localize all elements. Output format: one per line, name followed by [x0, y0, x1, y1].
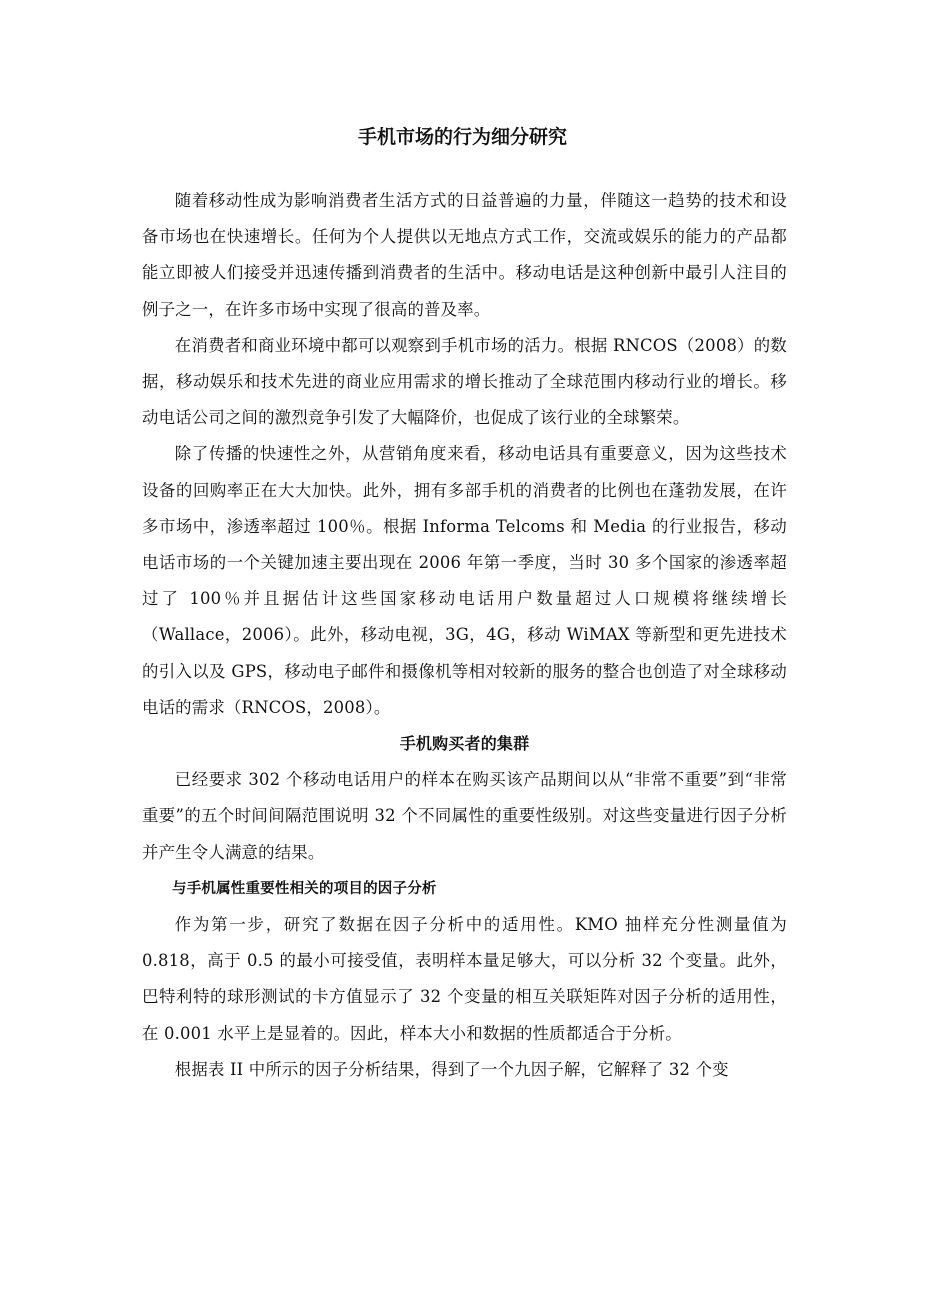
paragraph-intro-2: 在消费者和商业环境中都可以观察到手机市场的活力。根据 RNCOS（2008）的数据，移动娱乐和技术先进的商业应用需求的增长推动了全球范围内移动行业的增长。移动电话公司之间的激烈竞争引发了大幅降价，也促成了该行业的全球繁荣。	[142, 335, 787, 428]
paragraph-sub-1: 作为第一步，研究了数据在因子分析中的适用性。KMO 抽样充分性测量值为 0.818，高于 0.5 的最小可接受值，表明样本量足够大，可以分析 32 个变量。此外，巴特利特的球形测试的卡方值显示了 32 个变量的相互关联矩阵对因子分析的适用性，在 0.001 水平上是显着的。因此，样本大小和数据的性质都适合于分析。	[142, 915, 787, 1043]
document-body	[142, 183, 787, 1088]
paragraph-intro-3: 除了传播的快速性之外，从营销角度来看，移动电话具有重要意义，因为这些技术设备的回购率正在大大加快。此外，拥有多部手机的消费者的比例也在蓬勃发展，在许多市场中，渗透率超过 100％。根据 Informa Telcoms 和 Media 的行业报告，移动电话市场的一个关键加速主要出现在 2006 年第一季度，当时 30 多个国家的渗透率超过了 100％并且据估计这些国家移动电话用户数量超过人口规模将继续增长（Wallace，2006）。此外，移动电视，3G，4G，移动 WiMAX 等新型和更先进技术的引入以及 GPS，移动电子邮件和摄像机等相对较新的服务的整合也创造了对全球移动电话的需求（RNCOS，2008）。	[142, 444, 787, 717]
paragraph-section-1: 已经要求 302 个移动电话用户的样本在购买该产品期间以从“非常不重要”到“非常重要”的五个时间间隔范围说明 32 个不同属性的重要性级别。对这些变量进行因子分析并产生令人满意的结果。	[142, 770, 787, 862]
sub-heading: 与手机属性重要性相关的项目的因子分析	[172, 880, 437, 897]
section-heading: 手机购买者的集群	[399, 734, 530, 754]
document-title: 手机市场的行为细分研究	[357, 126, 567, 148]
paragraph-sub-2: 根据表 II 中所示的因子分析结果，得到了一个九因子解，它解释了 32 个变	[174, 1059, 729, 1079]
paragraph-intro-1: 随着移动性成为影响消费者生活方式的日益普遍的力量，伴随这一趋势的技术和设备市场也在快速增长。任何为个人提供以无地点方式工作，交流或娱乐的能力的产品都能立即被人们接受并迅速传播到消费者的生活中。移动电话是这种创新中最引人注目的例子之一，在许多市场中实现了很高的普及率。	[142, 191, 787, 319]
